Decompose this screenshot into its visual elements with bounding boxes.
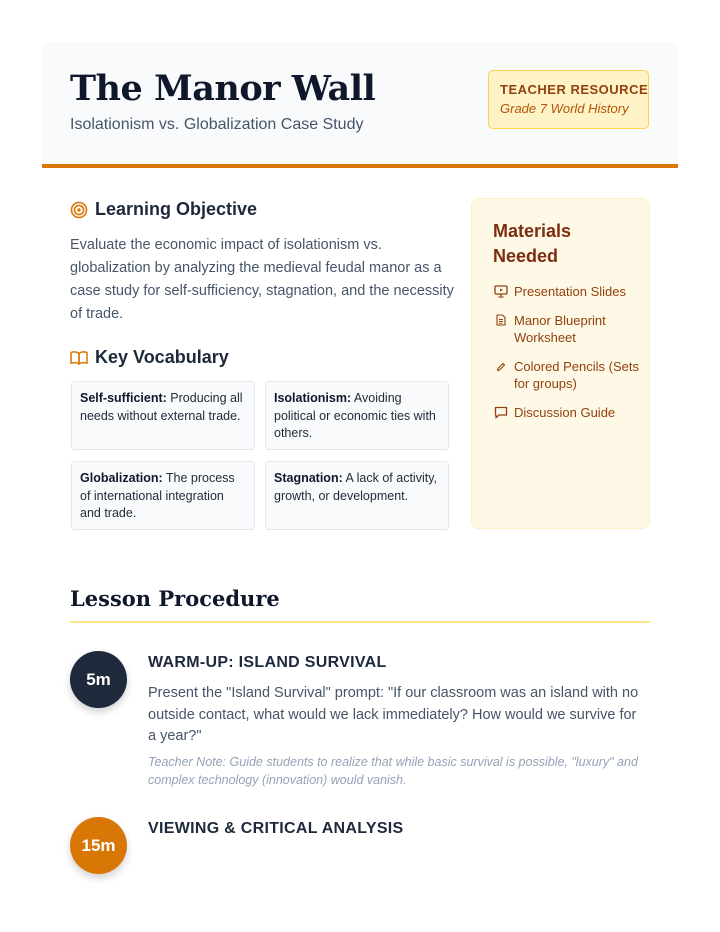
page-title: The Manor Wall: [70, 68, 376, 109]
document-icon: [493, 312, 509, 326]
vocabulary-heading-label: Key Vocabulary: [95, 347, 229, 367]
step-description: Present the "Island Survival" prompt: "If our classroom was an island with no outside contact, what would we lack immediately? How would we survive for a year?": [148, 685, 639, 744]
teacher-note: Teacher Note: Guide students to realize that while basic survival is possible, "luxury" and complex technology (innovation) would vanish.: [148, 755, 638, 787]
list-item: [493, 358, 649, 393]
vocab-term: Isolationism:: [274, 391, 352, 405]
lesson-header: [42, 42, 678, 168]
vocab-card: [265, 461, 449, 530]
badge-title: TEACHER RESOURCE: [500, 82, 649, 97]
step-title: WARM-UP: ISLAND SURVIVAL: [148, 654, 387, 671]
vocabulary-heading: [70, 347, 229, 368]
material-label: Presentation Slides: [514, 284, 627, 299]
vocab-definition: The process of international integration and trade.: [80, 471, 235, 520]
vocab-card: [71, 381, 255, 450]
vocab-card: [265, 381, 449, 450]
vocab-term: Globalization:: [80, 471, 163, 485]
vocab-term: Self-sufficient:: [80, 391, 167, 405]
list-item: [493, 404, 649, 422]
list-item: [493, 283, 649, 301]
target-icon: [70, 201, 88, 219]
material-label: Colored Pencils (Sets for groups): [514, 358, 639, 391]
chat-bubble-icon: [493, 404, 509, 419]
procedure-divider: [70, 621, 650, 623]
badge-subtitle: Grade 7 World History: [500, 101, 629, 116]
step-duration-badge: 5m: [70, 651, 127, 708]
objective-heading-label: Learning Objective: [95, 199, 258, 219]
step-duration-badge: 15m: [70, 817, 127, 874]
pencil-icon: [493, 358, 509, 372]
vocab-card: [71, 461, 255, 530]
presentation-icon: [493, 283, 509, 298]
book-open-icon: [70, 350, 88, 366]
vocab-definition: Producing all needs without external trade.: [80, 391, 243, 423]
material-label: Discussion Guide: [514, 404, 616, 420]
materials-panel: [471, 198, 650, 529]
objective-text: Evaluate the economic impact of isolationism vs. globalization by analyzing the medieval feudal manor as a case study for self-sufficiency, stagnation, and the necessity of trade.: [70, 237, 454, 322]
vocab-definition: A lack of activity, growth, or development.: [274, 471, 438, 503]
objective-heading: [70, 199, 257, 220]
material-label: Manor Blueprint Worksheet: [514, 312, 606, 345]
materials-list: [493, 283, 649, 421]
materials-heading: Materials Needed: [493, 221, 572, 266]
list-item: [493, 312, 649, 347]
procedure-heading: Lesson Procedure: [70, 586, 280, 611]
teacher-resource-badge: [488, 70, 649, 129]
step-title: VIEWING & CRITICAL ANALYSIS: [148, 820, 404, 837]
vocab-definition: Avoiding political or economic ties with others.: [274, 391, 436, 440]
vocab-term: Stagnation:: [274, 471, 343, 485]
page-subtitle: Isolationism vs. Globalization Case Study: [70, 116, 364, 133]
